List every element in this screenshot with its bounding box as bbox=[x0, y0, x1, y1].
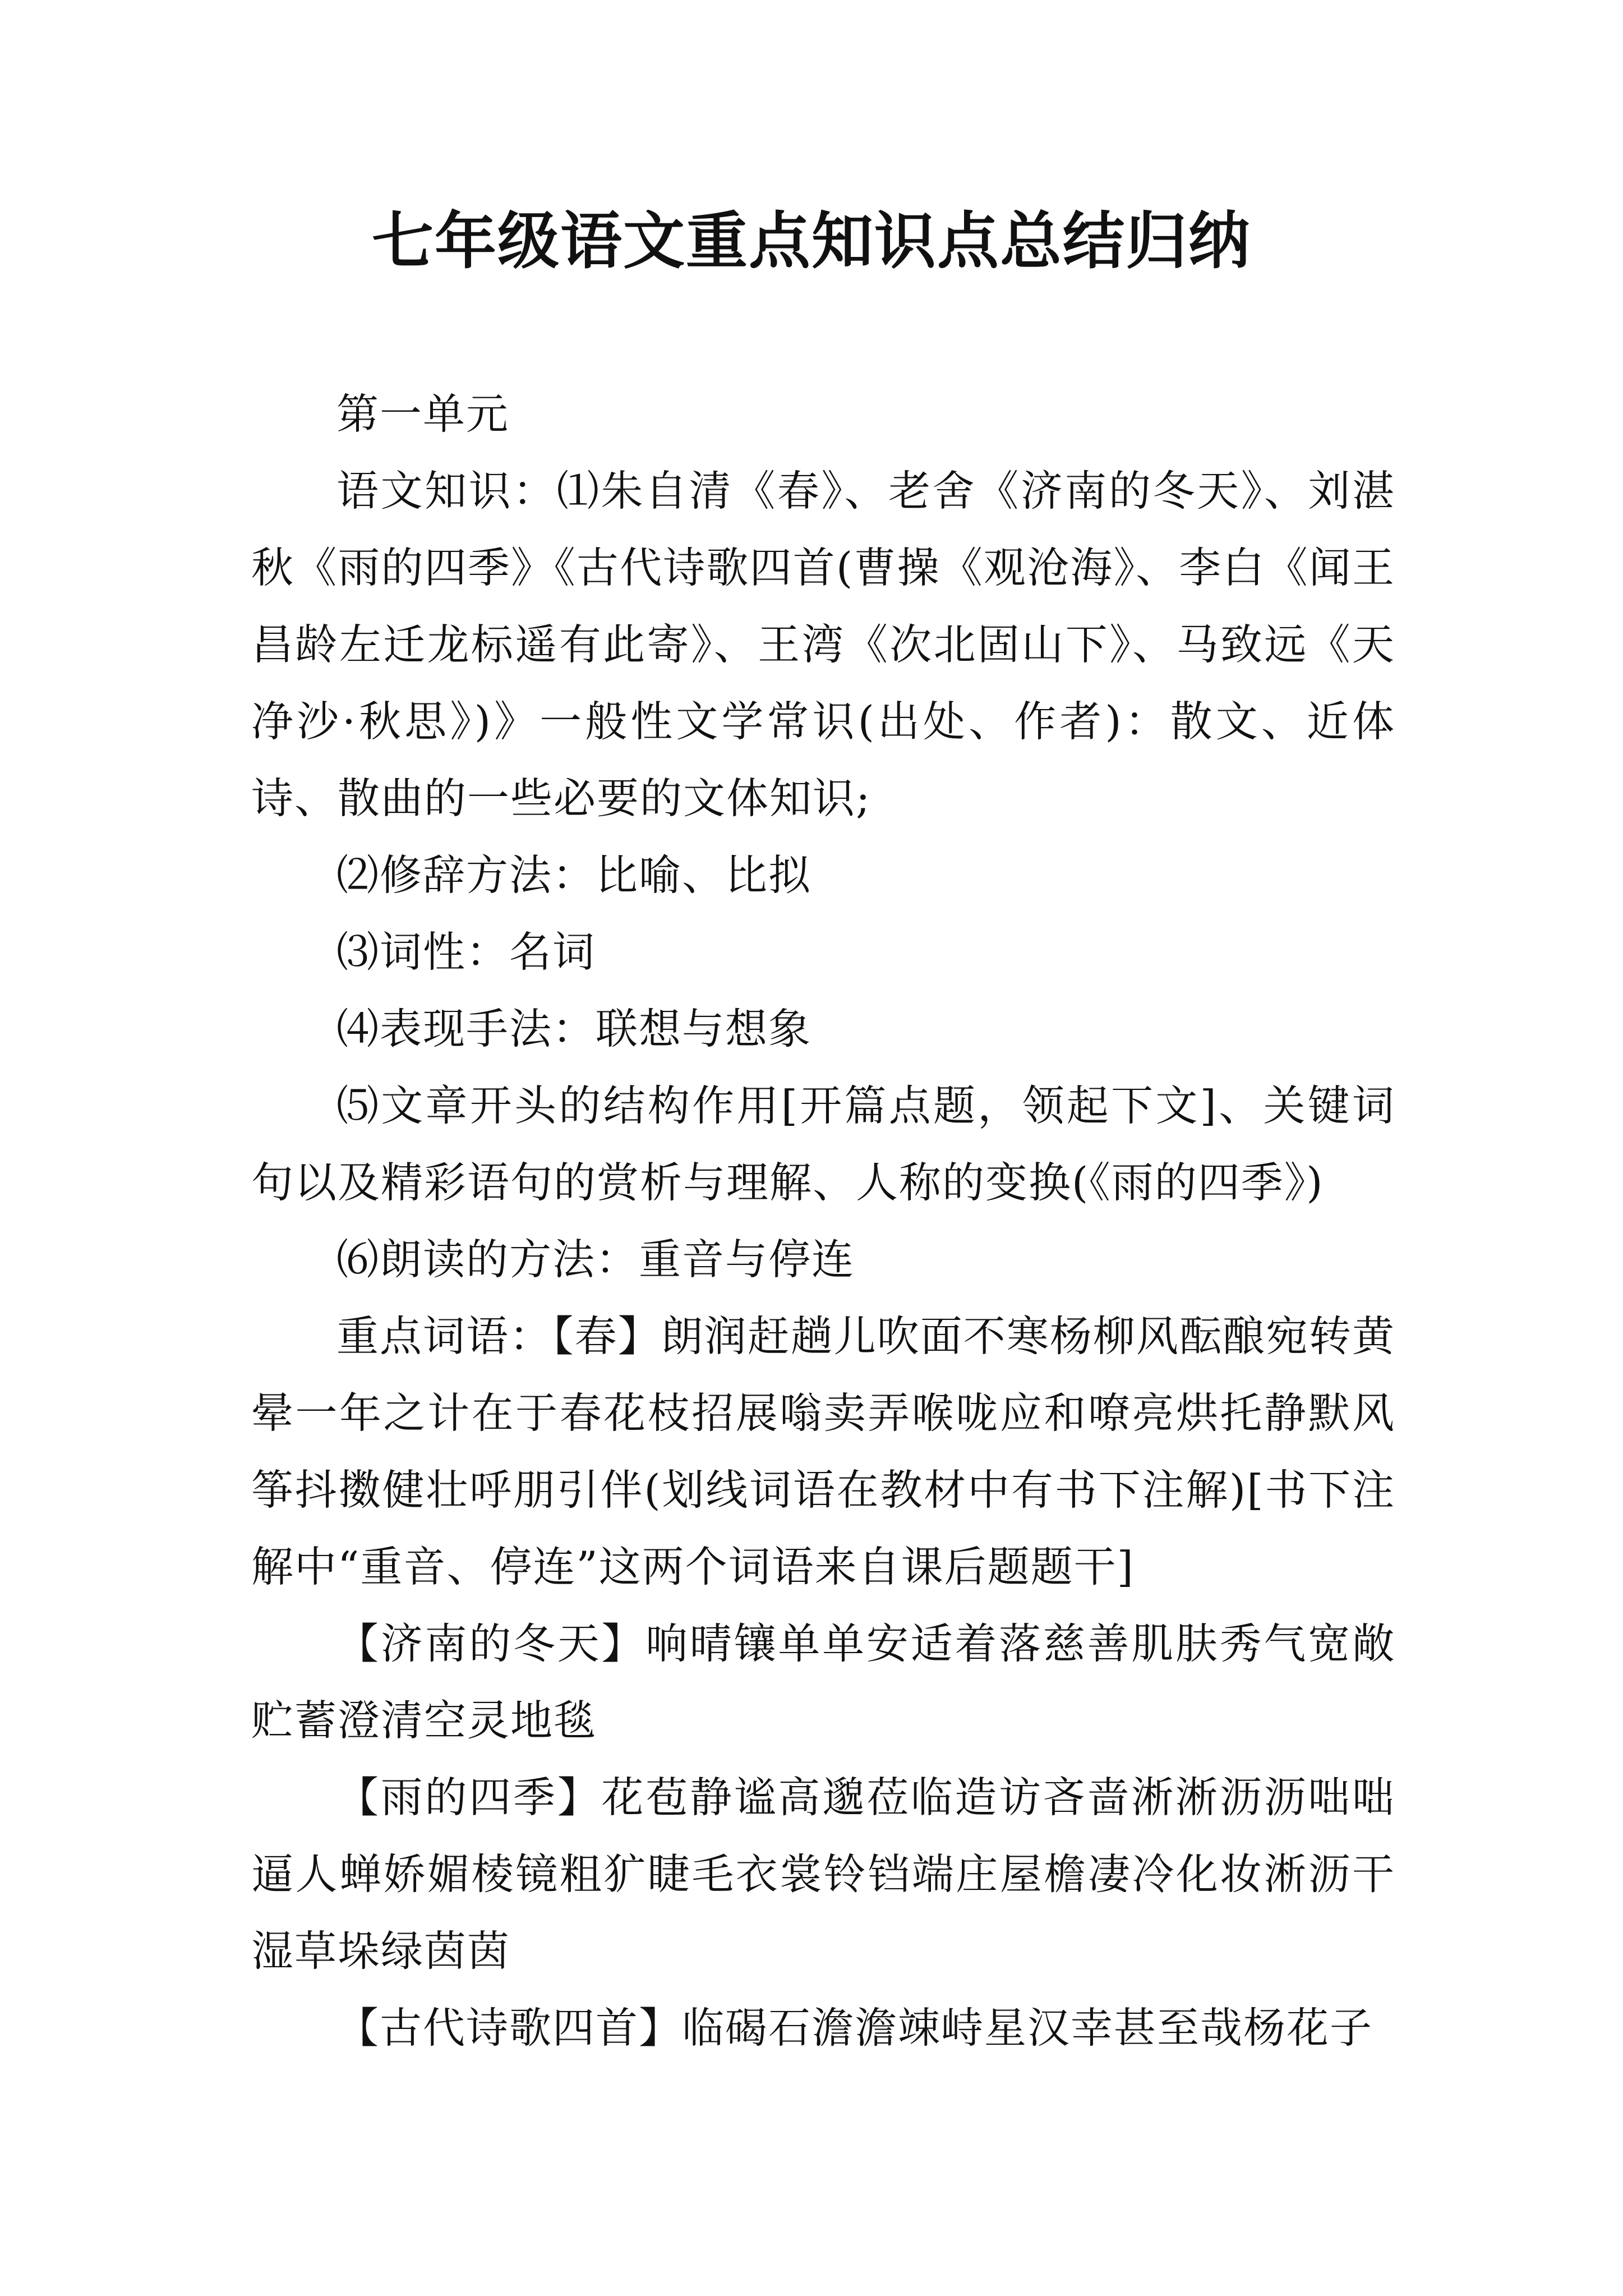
paragraph-language-knowledge: 语文知识：⑴朱自清《春》、老舍《济南的冬天》、刘湛秋《雨的四季》《古代诗歌四首(曹操《观沧海》、李白《闻王昌龄左迁龙标遥有此寄》、王湾《次北固山下》、马致远《天净沙·秋思》)》一般性文学常识(出处、作者)：散文、近体诗、散曲的一些必要的文体知识; bbox=[251, 466, 1395, 823]
paragraph-key-words-spring: 重点词语：【春】朗润赶趟儿吹面不寒杨柳风酝酿宛转黄晕一年之计在于春花枝招展嗡卖弄喉咙应和嘹亮烘托静默风筝抖擞健壮呼朋引伴(划线词语在教材中有书下注解)[书下注解中“重音、停连”这两个词语来自课后题题干] bbox=[251, 1312, 1395, 1591]
paragraph-structure: ⑸文章开头的结构作用[开篇点题，领起下文]、关键词句以及精彩语句的赏析与理解、人称的变换(《雨的四季》) bbox=[251, 1081, 1395, 1207]
paragraph-rhetoric: ⑵修辞方法：比喻、比拟 bbox=[336, 850, 812, 900]
paragraph-key-words-ancient-poems: 【古代诗歌四首】临碣石澹澹竦峙星汉幸甚至哉杨花子 bbox=[336, 2003, 1373, 2053]
paragraph-key-words-jinan-winter: 【济南的冬天】响晴镶单单安适着落慈善肌肤秀气宽敞贮蓄澄清空灵地毯 bbox=[251, 1619, 1395, 1745]
paragraph-key-words-four-seasons-rain: 【雨的四季】花苞静谧高邈莅临造访吝啬淅淅沥沥咄咄逼人蝉娇媚棱镜粗犷睫毛衣裳铃铛端庄屋檐凄冷化妆淅沥干湿草垛绿茵茵 bbox=[251, 1773, 1395, 1976]
paragraph-part-of-speech: ⑶词性：名词 bbox=[336, 927, 596, 977]
section-heading: 第一单元 bbox=[336, 389, 510, 439]
paragraph-expression-technique: ⑷表现手法：联想与想象 bbox=[336, 1004, 812, 1053]
page-title: 七年级语文重点知识点总结归纳 bbox=[372, 205, 1251, 277]
document-body bbox=[251, 376, 1395, 2067]
paragraph-reading-method: ⑹朗读的方法：重音与停连 bbox=[336, 1235, 855, 1284]
